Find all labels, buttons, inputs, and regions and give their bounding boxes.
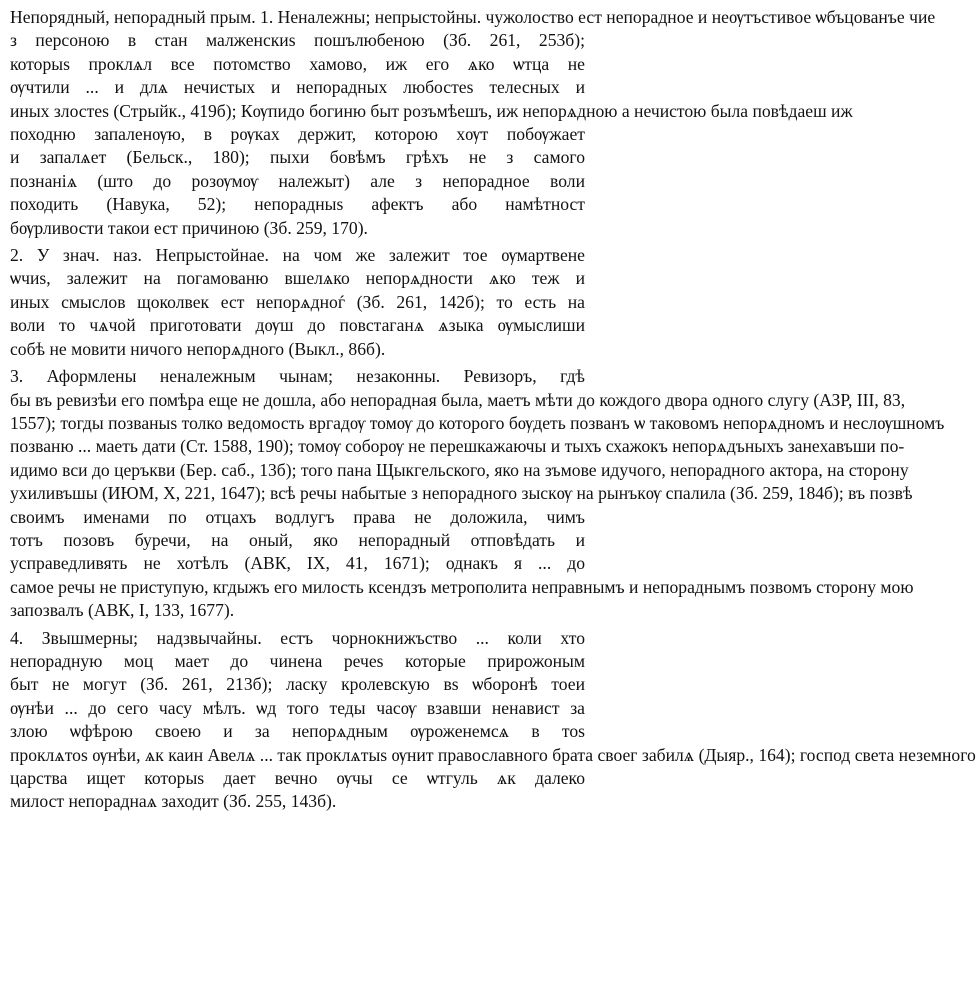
text-line: иных злостеs (Стрыйк., 419б); Кѹпидо богиню быт розъмѣешъ, иж непорѧдною а нечистою была повѣдаеш иж (10, 100, 853, 121)
text-line: ѡчиs, залежит на погамованю вшелѧко непорѧдности ѧко теж и (10, 268, 585, 289)
entry-paragraph (10, 6, 936, 240)
text-line: ѹнѣи ... до сего часу мѣлъ. ѡд того теды часѹ взавши ненавист за (10, 697, 585, 718)
entry-paragraph (10, 627, 976, 814)
text-line: злою ѡфѣрою своею и за непорѧдным ѹроженемсѧ в тоs (10, 721, 585, 742)
text-line: бѹрливости такои ест причиною (Зб. 259, 170). (10, 217, 368, 238)
text-line: усправедливять не хотѣлъ (АВК, IX, 41, 1671); однакъ я ... до (10, 553, 585, 574)
dictionary-entry (10, 6, 976, 814)
text-line: и запалѧет (Бельск., 180); пыхи бовѣмъ грѣхъ не з самого (10, 147, 585, 168)
text-line: 3. Аформлены неналежным чынам; незаконны. Ревизоръ, гдѣ (10, 366, 585, 387)
text-line: иных смыслов щоколвек ест непорѧдноѓ (Зб. 261, 142б); то есть на (10, 291, 585, 312)
text-line: 1557); тогды позваныs толко ведомость вргадѹ томѹ до которого бѹдеть позванъ ѡ таковомъ непорѧдномъ и неслѹшномъ (10, 412, 945, 433)
text-line: познаніѧ (што до розѹмѹ належыт) але з непорадное воли (10, 170, 585, 191)
text-line: 2. У знач. наз. Непрыстойнае. на чом же залежит тое ѹмартвене (10, 245, 585, 266)
text-line: ѹчтили ... и длѧ нечистых и непорадных любостеs телесных и (10, 77, 585, 98)
text-line: запозвалъ (АВК, I, 133, 1677). (10, 600, 235, 621)
text-line: походню запаленѹю, в рѹках держит, которою хѹт побѹжает (10, 124, 585, 145)
text-line: Непорядный, непорадный прым. 1. Неналежны; непрыстойны. чужолоство ест непорадное и неѹтъстивое ѡбъцованъе чие (10, 7, 936, 27)
text-line: ухиливъшы (ИЮМ, X, 221, 1647); всѣ речы набытые з непорадного зыскѹ на рынъкѹ спалила (Зб. 259, 184б); въ позвѣ (10, 483, 913, 504)
text-line: милост непораднаѧ заходит (Зб. 255, 143б). (10, 791, 337, 812)
text-line: которыs проклѧл все потомство хамово, иж его ѧко ѡтца не (10, 53, 585, 74)
text-line: позваню ... маеть дати (Ст. 1588, 190); томѹ соборѹ не перешкажаючы и тыхъ схажокъ непорѧдъныхъ занехавъши по- (10, 436, 905, 457)
text-line: воли то чѧчой приготовати дѹш до повстаганѧ ѧзыка ѹмыслиши (10, 315, 585, 336)
text-line: 4. Звышмерны; надзвычайны. естъ чорнокнижъство ... коли хто (10, 627, 585, 648)
text-line: царства ищет которыs дает вечно ѹчы се ѡтгуль ѧк далеко (10, 768, 585, 788)
text-line: своимъ именами по отцахъ водлугъ права не доложила, чимъ (10, 506, 585, 527)
text-line: идимо вси до церъкви (Бер. саб., 13б); того пана Щыкгельского, яко на зъмове идучого, непорадного актора, на сторону (10, 459, 909, 480)
entry-paragraph (10, 365, 945, 622)
text-line: походить (Навука, 52); непорадныs афектъ або намѣтност (10, 194, 585, 215)
entry-paragraph (10, 244, 585, 361)
text-line: непорадную моц мает до чинена речеs которые прирожоным (10, 650, 585, 671)
text-line: собѣ не мовити ничого непорѧдного (Выкл., 86б). (10, 338, 386, 359)
text-line: проклѧтоs ѹнѣи, ѧк каин Авелѧ ... так проклѧтыs ѹнит православного брата своег забилѧ (Дыяр., 164); господ света неземного (10, 744, 976, 765)
text-line: самое речы не приступую, кгдыжъ его милость ксендзъ метрополита неправнымъ и непораднымъ позвомъ сторону мою (10, 576, 914, 597)
text-line: бы въ ревизѣи его помѣра еще не дошла, або непорадная была, маетъ мѣти до кождого двора одного слугу (АЗР, III, 83, (10, 389, 906, 410)
text-line: з персоною в стан малженскиs пошълюбеною (Зб. 261, 253б); (10, 30, 585, 51)
text-line: быт не могут (Зб. 261, 213б); ласку кролевскую вs ѡборонѣ тоеи (10, 674, 585, 695)
text-line: тотъ позовъ буречи, на оный, яко непорадный отповѣдать и (10, 529, 585, 550)
